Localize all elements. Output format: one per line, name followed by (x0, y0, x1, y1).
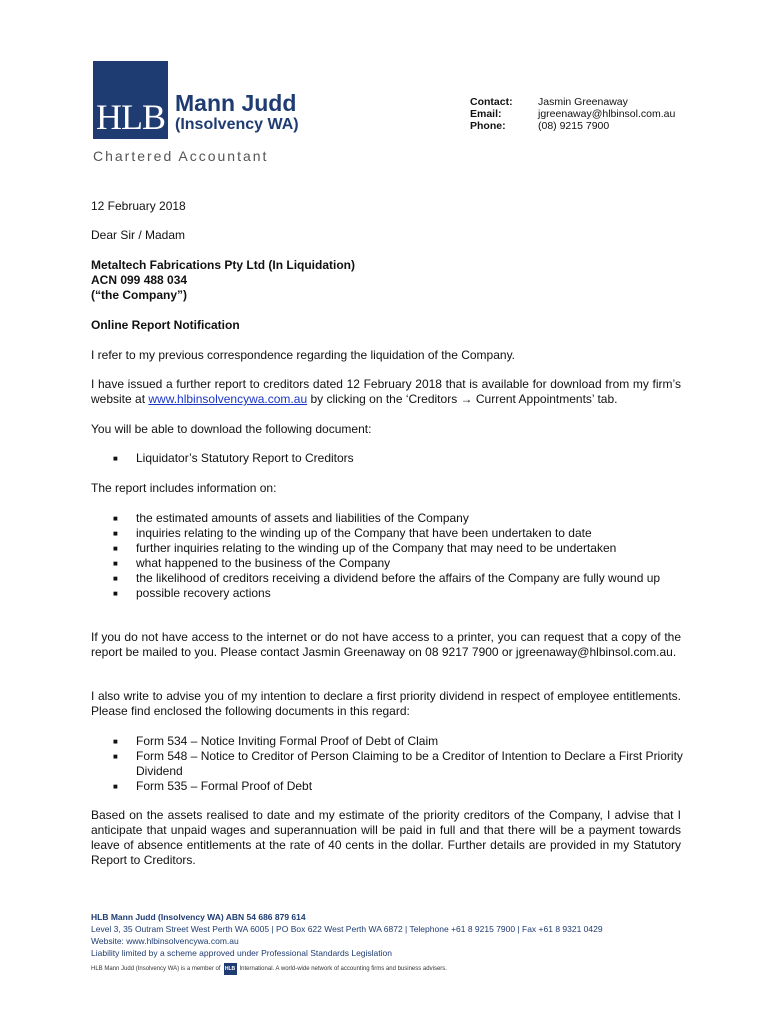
company-logo (93, 61, 168, 139)
list-item: ■ the likelihood of creditors receiving a dividend before the affairs of the Company are fully wound up (113, 571, 661, 585)
email-value: jgreenaway@hlbinsol.com.au (538, 108, 676, 120)
logo-name: Mann Judd (175, 90, 297, 116)
re-acn: ACN 099 488 034 (91, 273, 188, 287)
letter-date: 12 February 2018 (91, 199, 186, 213)
hlb-mini-logo: HLB (224, 963, 237, 975)
bullet-icon: ■ (113, 559, 118, 568)
bullet-icon: ■ (113, 737, 118, 746)
re-company: Metaltech Fabrications Pty Ltd (In Liquidation) (91, 258, 356, 272)
paragraph-5: If you do not have access to the internet or do not have access to a printer, you can request that a copy of the report be mailed to you. Please contact Jasmin Greenaway on 08 9217 7900 or jgreenaway@hlbinsol.com.au. (91, 630, 681, 659)
list-item: ■ further inquiries relating to the winding up of the Company that may need to be undertaken (113, 541, 617, 555)
paragraph-2-text-a: I have issued a further report to creditors dated 12 February 2018 that is available for download from my firm’s website at (91, 377, 681, 406)
contact-block (470, 96, 675, 132)
contact-label: Contact: (470, 96, 513, 108)
paragraph-2 (91, 377, 681, 407)
membership-text-a: HLB Mann Judd (Insolvency WA) is a member of (91, 966, 221, 972)
membership-text-b: International. A world-wide network of accounting firms and business advisers. (239, 966, 447, 972)
footer (91, 911, 691, 975)
contact-value: Jasmin Greenaway (538, 96, 628, 108)
list-item: ■ inquiries relating to the winding up of the Company that have been undertaken to date (113, 526, 592, 540)
footer-address: Level 3, 35 Outram Street West Perth WA 6005 | PO Box 622 West Perth WA 6872 | Telephone +61 8 9215 7900 | Fax +61 8 9321 0429 (91, 924, 603, 934)
logo-mark: HLB (96, 97, 165, 137)
info-list (113, 511, 683, 601)
footer-membership (91, 963, 691, 975)
paragraph-2-text-b: by clicking on the ‘Creditors → Current Appointments’ tab. (307, 392, 618, 406)
paragraph-3: You will be able to download the following document: (91, 422, 372, 436)
form-list (113, 734, 683, 794)
tagline: Chartered Accountant (93, 148, 269, 164)
phone-label: Phone: (470, 120, 506, 132)
list-item: ■ possible recovery actions (113, 586, 271, 600)
logo-subtitle: (Insolvency WA) (175, 116, 299, 133)
footer-website: Website: www.hlbinsolvencywa.com.au (91, 936, 239, 946)
paragraph-6: I also write to advise you of my intention to declare a first priority dividend in respect of employee entitlements. Please find enclosed the following documents in this regard: (91, 689, 681, 718)
paragraph-1: I refer to my previous correspondence regarding the liquidation of the Company. (91, 348, 516, 362)
bullet-icon: ■ (113, 454, 118, 463)
bullet-icon: ■ (113, 514, 118, 523)
footer-liability: Liability limited by a scheme approved under Professional Standards Legislation (91, 948, 392, 958)
paragraph-7: Based on the assets realised to date and my estimate of the priority creditors of the Company, I advise that I anticipate that unpaid wages and superannuation will be paid in full and that there will be a payment towards leave of absence entitlements at the rate of 40 cents in the dollar. Further details are provided in my Statutory Report to Creditors. (91, 808, 681, 867)
re-alias: (“the Company”) (91, 288, 187, 302)
list-item: ■ the estimated amounts of assets and liabilities of the Company (113, 511, 469, 525)
document-list (113, 451, 683, 466)
list-item: ■ what happened to the business of the Company (113, 556, 391, 570)
salutation: Dear Sir / Madam (91, 228, 186, 242)
list-item: ■ Liquidator’s Statutory Report to Creditors (113, 451, 354, 465)
re-block (91, 258, 681, 303)
bullet-icon: ■ (113, 544, 118, 553)
bullet-icon: ■ (113, 752, 118, 761)
bullet-icon: ■ (113, 529, 118, 538)
subject-line: Online Report Notification (91, 318, 240, 332)
list-item: ■ Form 548 – Notice to Creditor of Person Claiming to be a Creditor of Intention to Declare a First Priority Dividend (113, 749, 683, 778)
bullet-icon: ■ (113, 589, 118, 598)
website-link[interactable]: www.hlbinsolvencywa.com.au (148, 392, 308, 406)
bullet-icon: ■ (113, 574, 118, 583)
phone-value: (08) 9215 7900 (538, 120, 610, 132)
footer-company: HLB Mann Judd (Insolvency WA) ABN 54 686 879 614 (91, 912, 306, 922)
email-label: Email: (470, 108, 502, 120)
paragraph-4: The report includes information on: (91, 481, 277, 495)
list-item: ■ Form 535 – Formal Proof of Debt (113, 779, 313, 793)
list-item: ■ Form 534 – Notice Inviting Formal Proof of Debt of Claim (113, 734, 439, 748)
bullet-icon: ■ (113, 782, 118, 791)
